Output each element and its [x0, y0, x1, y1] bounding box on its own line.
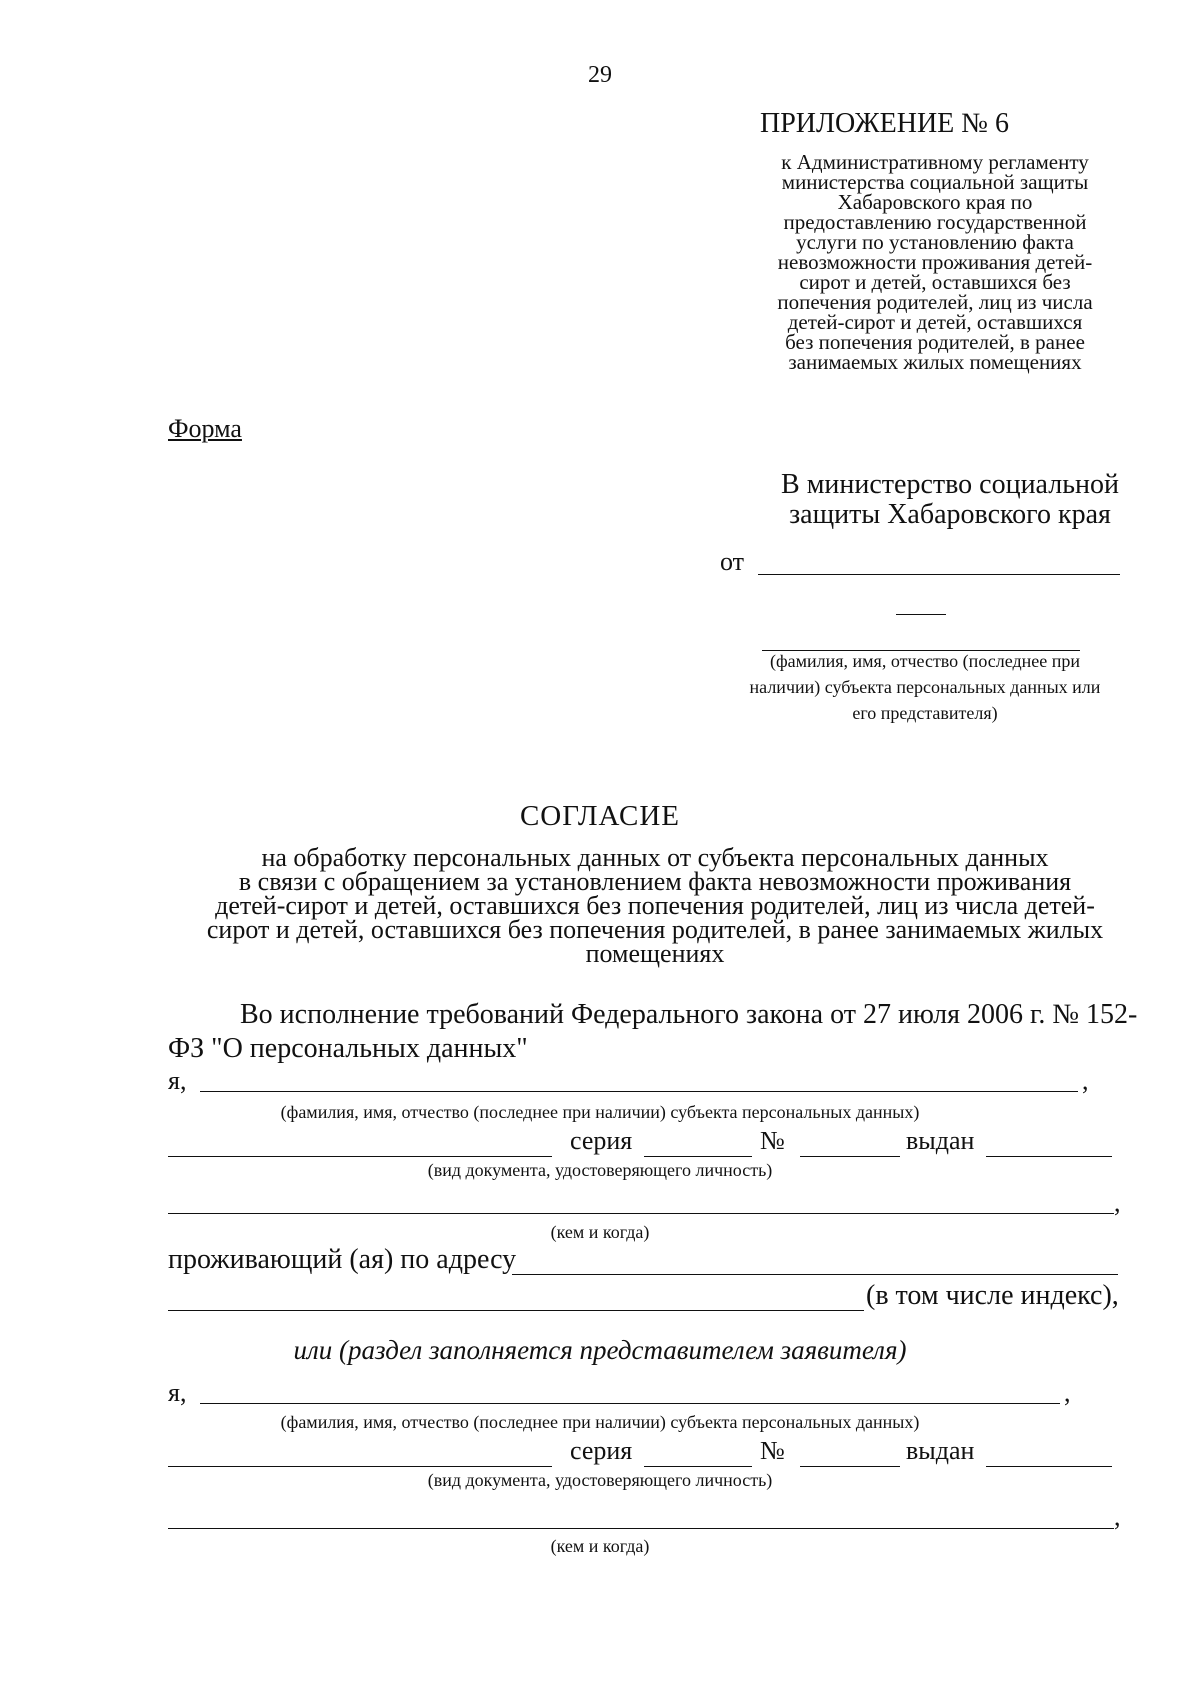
form-label: Форма — [168, 414, 242, 443]
fio-field[interactable] — [200, 1091, 1078, 1092]
appendix-subtitle-line: сирот и детей, оставшихся без — [799, 270, 1071, 294]
rep-number-field[interactable] — [800, 1466, 900, 1467]
appendix-subtitle — [730, 152, 1140, 372]
intro-paragraph — [168, 998, 1148, 1066]
appendix-subtitle-line: детей-сирот и детей, оставшихся — [787, 310, 1083, 334]
comma: , — [1114, 1188, 1121, 1217]
consent-subtitle-line: детей-сирот и детей, оставшихся без попечения родителей, лиц из числа детей- — [215, 891, 1095, 920]
series-label: серия — [570, 1126, 633, 1155]
issued-field[interactable] — [986, 1156, 1112, 1157]
number-field[interactable] — [800, 1156, 900, 1157]
address-field[interactable] — [512, 1274, 1118, 1275]
series-field[interactable] — [644, 1156, 752, 1157]
doc-note: (вид документа, удостоверяющего личность) — [427, 1470, 773, 1490]
rep-series-field[interactable] — [644, 1466, 752, 1467]
i-label: я, — [168, 1066, 187, 1095]
intro-line: ФЗ "О персональных данных" — [168, 1033, 528, 1064]
consent-title: СОГЛАСИЕ — [519, 800, 681, 832]
appendix-title: ПРИЛОЖЕНИЕ № 6 — [760, 108, 1009, 139]
comma: , — [1064, 1378, 1071, 1407]
rep-doc-type-field[interactable] — [168, 1466, 552, 1467]
consent-subtitle — [160, 843, 1150, 968]
fio-note: (фамилия, имя, отчество (последнее при наличии) субъекта персональных данных) — [280, 1412, 920, 1432]
who-when-note: (кем и когда) — [550, 1536, 650, 1556]
who-when-field[interactable] — [168, 1213, 1114, 1214]
from-name-field[interactable] — [758, 574, 1120, 575]
rep-who-when-field[interactable] — [168, 1528, 1114, 1529]
page-number: 29 — [588, 62, 612, 88]
doc-note: (вид документа, удостоверяющего личность) — [427, 1160, 773, 1180]
index-label: (в том числе индекс), — [866, 1280, 1119, 1311]
note-line: его представителя) — [852, 703, 998, 723]
appendix-subtitle-line: министерства социальной защиты — [781, 170, 1089, 194]
note-line: наличии) субъекта персональных данных или — [749, 677, 1101, 697]
residing-label: проживающий (ая) по адресу — [168, 1244, 517, 1275]
consent-subtitle-line: помещениях — [585, 939, 725, 968]
issued-label: выдан — [906, 1436, 975, 1465]
intro-line: Во исполнение требований Федерального закона от 27 июля 2006 г. № 152- — [240, 999, 1138, 1030]
issued-label: выдан — [906, 1126, 975, 1155]
from-name-field-short[interactable] — [896, 614, 946, 615]
rep-fio-field[interactable] — [200, 1403, 1060, 1404]
consent-subtitle-line: на обработку персональных данных от субъекта персональных данных — [261, 843, 1049, 872]
fio-note: (фамилия, имя, отчество (последнее при наличии) субъекта персональных данных) — [280, 1102, 920, 1122]
appendix-subtitle-line: Хабаровского края по — [837, 190, 1033, 214]
consent-subtitle-line: сирот и детей, оставшихся без попечения родителей, в ранее занимаемых жилых — [206, 915, 1104, 944]
appendix-subtitle-line: невозможности проживания детей- — [777, 250, 1093, 274]
representative-note — [710, 648, 1140, 726]
addressee-line: защиты Хабаровского края — [789, 499, 1111, 530]
from-label: от — [720, 547, 745, 576]
who-when-note: (кем и когда) — [550, 1222, 650, 1242]
representative-section-note: или (раздел заполняется представителем заявителя) — [293, 1335, 907, 1365]
comma: , — [1114, 1502, 1121, 1531]
rep-issued-field[interactable] — [986, 1466, 1112, 1467]
note-line: (фамилия, имя, отчество (последнее при — [769, 651, 1081, 671]
doc-type-field[interactable] — [168, 1156, 552, 1157]
addressee-line: В министерство социальной — [781, 469, 1119, 500]
i-label: я, — [168, 1378, 187, 1407]
appendix-subtitle-line: к Административному регламенту — [781, 150, 1089, 174]
appendix-subtitle-line: без попечения родителей, в ранее — [785, 330, 1085, 354]
number-label: № — [760, 1436, 785, 1465]
appendix-subtitle-line: услуги по установлению факта — [796, 230, 1074, 254]
addressee — [760, 470, 1140, 530]
appendix-subtitle-line: занимаемых жилых помещениях — [788, 350, 1082, 374]
address-field-2[interactable] — [168, 1310, 864, 1311]
appendix-subtitle-line: попечения родителей, лиц из числа — [777, 290, 1093, 314]
consent-subtitle-line: в связи с обращением за установлением факта невозможности проживания — [238, 867, 1072, 896]
appendix-subtitle-line: предоставлению государственной — [783, 210, 1087, 234]
number-label: № — [760, 1126, 785, 1155]
series-label: серия — [570, 1436, 633, 1465]
comma: , — [1082, 1066, 1089, 1095]
